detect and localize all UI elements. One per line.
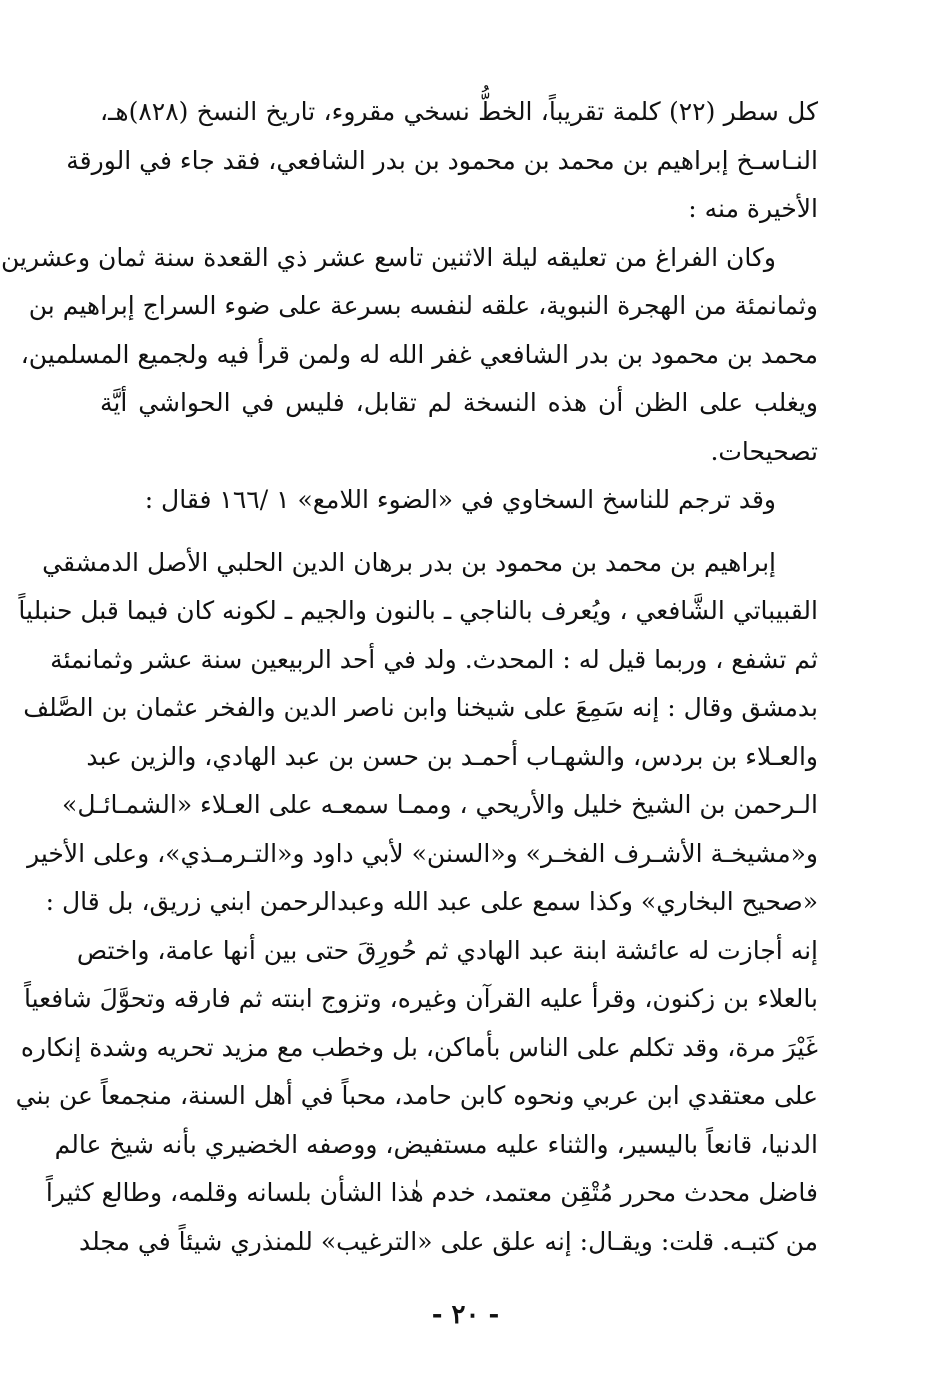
text-line: محمد بن محمود بن بدر الشافعي غفر الله له ولمن قرأ فيه ولجميع المسلمين،: [20, 339, 818, 369]
text-line: إبراهيم بن محمد بن محمود بن بدر برهان الدين الحلبي الأصل الدمشقي: [42, 547, 776, 577]
text-line: فاضل محدث محرر مُتْقِن معتمد، خدم هٰذا الشأن بلسانه وقلمه، وطالع كثيراً: [45, 1178, 818, 1207]
text-line: والعـلاء بن بردس، والشهـاب أحمـد بن حسن بن عبد الهادي، والزين عبد: [86, 741, 818, 771]
text-line: من كتبـه. قلت: ويقـال: إنه علق على «الترغيب» للمنذري شيئاً في مجلد: [79, 1226, 818, 1256]
text-line: و«مشيخـة الأشـرف الفخـر» و«السنن» لأبي داود و«التـرمـذي»، وعلى الأخير: [27, 838, 818, 868]
text-line: بدمشق وقال : إنه سَمِعَ على شيخنا وابن ناصر الدين والفخر عثمان بن الصَّلف: [23, 693, 818, 722]
text-line: النـاسـخ إبراهيم بن محمد بن محمود بن بدر الشافعي، فقد جاء في الورقة: [66, 145, 818, 175]
text-line: وكان الفراغ من تعليقه ليلة الاثنين تاسع عشر ذي القعدة سنة ثمان وعشرين: [1, 242, 776, 272]
text-line: ويغلب على الظن أن هذه النسخة لم تقابل، فليس في الحواشي أيَّة: [100, 388, 818, 417]
text-line: ثم تشفع ، وربما قيل له : المحدث. ولد في أحد الربيعين سنة عشر وثمانمئة: [50, 644, 818, 674]
paragraph-gap: [100, 525, 818, 539]
text-line: على معتقدي ابن عربي ونحوه كابن حامد، محباً في أهل السنة، منجمعاً عن بني: [15, 1081, 818, 1110]
text-line: «صحيح البخاري» وكذا سمع على عبد الله وعبدالرحمن ابني زريق، بل قال :: [45, 887, 818, 916]
text-line: بالعلاء بن زكنون، وقرأ عليه القرآن وغيره، وتزوج ابنته ثم فارقه وتحوَّلَ شافعياً: [23, 984, 818, 1013]
biography-paragraph: [15, 539, 818, 1267]
book-page: [1, 88, 818, 1338]
text-line: تصحيحات.: [710, 436, 818, 466]
text-line: الـرحمن بن الشيخ خليل والأريحي ، وممـا سمعـه على العـلاء «الشمـائـل»: [62, 790, 818, 819]
text-line: الأخيرة منه :: [688, 194, 818, 223]
text-line: القبيباتي الشَّافعي ، ويُعرف بالناجي ـ بالنون والجيم ـ لكونه كان فيما قبل حنبلياً: [18, 596, 818, 625]
translation-intro: [100, 476, 818, 525]
page-number: - ٢٠ -: [431, 1300, 500, 1330]
text-line: غَيْرَ مرة، وقد تكلم على الناس بأماكن، بل وخطب مع مزيد تحريه وشدة إنكاره: [20, 1032, 818, 1062]
intro-paragraph: [66, 88, 818, 234]
text-line: وثمانمئة من الهجرة النبوية، علقه لنفسه بسرعة على ضوء السراج إبراهيم بن: [28, 291, 818, 320]
text-line: الدنيا، قانعاً باليسير، والثناء عليه مستفيض، ووصفه الخضيري بأنه شيخ عالم: [54, 1129, 818, 1159]
text-line: إنه أجازت له عائشة ابنة عبد الهادي ثم حُورِقَ حتى بين أنها عامة، واختص: [76, 935, 818, 965]
text-line: وقد ترجم للناسخ السخاوي في «الضوء اللامع» ١ /١٦٦ فقال :: [144, 485, 776, 514]
colophon-quote: [1, 234, 818, 477]
text-line: كل سطر (٢٢) كلمة تقريباً، الخطُّ نسخي مقروء، تاريخ النسخ (٨٢٨)هـ،: [100, 97, 818, 126]
